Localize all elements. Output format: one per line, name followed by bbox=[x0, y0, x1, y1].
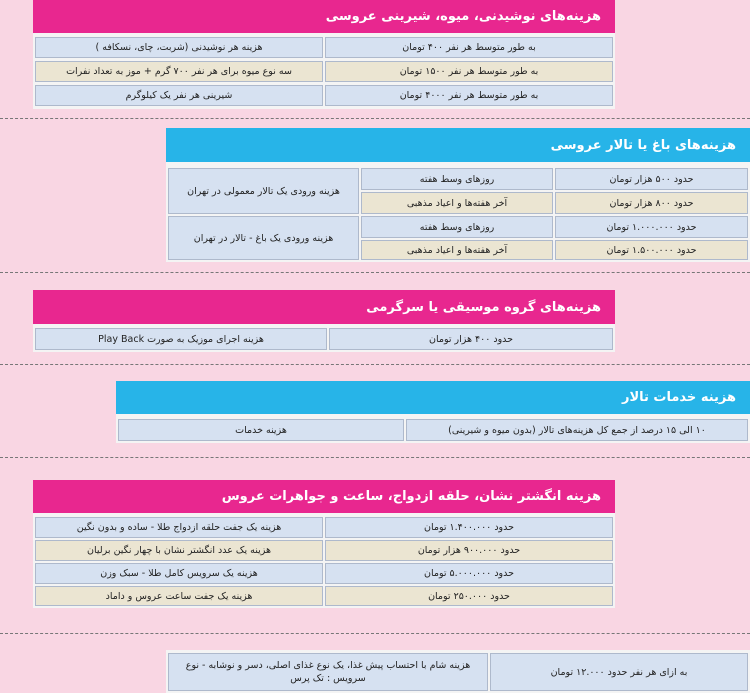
table-cell: حدود ۱.۵۰۰.۰۰۰ تومان bbox=[555, 240, 748, 260]
table-cell: آخر هفته‌ها و اعیاد مذهبی bbox=[361, 192, 553, 214]
divider bbox=[0, 364, 750, 365]
table-cell: حدود ۹۰۰.۰۰۰ هزار تومان bbox=[325, 540, 613, 561]
table-cell: حدود ۸۰۰ هزار تومان bbox=[555, 192, 748, 214]
divider bbox=[0, 633, 750, 634]
divider bbox=[0, 272, 750, 273]
table-cell: حدود ۱.۰۰۰.۰۰۰ تومان bbox=[555, 216, 748, 238]
table-cell: هزینه هر نوشیدنی (شربت، چای، نسکافه ) bbox=[35, 37, 323, 58]
divider bbox=[0, 118, 750, 119]
table-cell: به طور متوسط هر نفر ۴۰۰۰ تومان bbox=[325, 85, 613, 106]
table-cell: هزینه اجرای موزیک به صورت Play Back bbox=[35, 328, 327, 350]
table-cell: هزینه ورودی یک باغ - تالار در تهران bbox=[168, 216, 359, 260]
section-music bbox=[33, 290, 615, 352]
section-title-hall: هزینه‌های باغ یا تالار عروسی bbox=[166, 128, 750, 162]
table-cell: سه نوع میوه برای هر نفر ۷۰۰ گرم + موز به تعداد نفرات bbox=[35, 61, 323, 82]
section-title-services: هزینه خدمات تالار bbox=[116, 381, 750, 414]
table-cell: روزهای وسط هفته bbox=[361, 216, 553, 238]
section-hall-services bbox=[116, 381, 750, 443]
table-cell: روزهای وسط هفته bbox=[361, 168, 553, 190]
table-cell: به ازای هر نفر حدود ۱۲.۰۰۰ تومان bbox=[490, 653, 748, 691]
section-garden-hall bbox=[166, 128, 750, 262]
divider bbox=[0, 457, 750, 458]
table-cell: شیرینی هر نفر یک کیلوگرم bbox=[35, 85, 323, 106]
section-title-jewelry: هزینه انگشتر نشان، حلقه ازدواج، ساعت و جواهرات عروس bbox=[33, 480, 615, 513]
table-cell: ۱۰ الی ۱۵ درصد از جمع کل هزینه‌های تالار (بدون میوه و شیرینی) bbox=[406, 419, 748, 441]
table-cell: حدود ۵۰۰ هزار تومان bbox=[555, 168, 748, 190]
section-dinner bbox=[166, 650, 750, 693]
section-rings-jewelry bbox=[33, 480, 615, 608]
table-cell: به طور متوسط هر نفر ۴۰۰ تومان bbox=[325, 37, 613, 58]
table-cell: آخر هفته‌ها و اعیاد مذهبی bbox=[361, 240, 553, 260]
table-cell: هزینه یک جفت حلقه ازدواج طلا - ساده و بدون نگین bbox=[35, 517, 323, 538]
table-cell: هزینه یک عدد انگشتر نشان با چهار نگین برلیان bbox=[35, 540, 323, 561]
table-cell: حدود ۵.۰۰۰.۰۰۰ تومان bbox=[325, 563, 613, 584]
table-cell: حدود ۴۰۰ هزار تومان bbox=[329, 328, 613, 350]
table-cell: حدود ۱.۴۰۰.۰۰۰ تومان bbox=[325, 517, 613, 538]
table-cell: هزینه شام با احتساب پیش غذا، یک نوع غذای اصلی، دسر و نوشابه - نوع سرویس : تک پرس bbox=[168, 653, 488, 691]
table-cell: هزینه یک سرویس کامل طلا - سبک وزن bbox=[35, 563, 323, 584]
section-title-music: هزینه‌های گروه موسیقی یا سرگرمی bbox=[33, 290, 615, 324]
table-cell: به طور متوسط هر نفر ۱۵۰۰ تومان bbox=[325, 61, 613, 82]
table-cell: هزینه یک جفت ساعت عروس و داماد bbox=[35, 586, 323, 606]
table-cell: هزینه خدمات bbox=[118, 419, 404, 441]
section-drinks-fruit-sweets bbox=[33, 0, 615, 109]
table-cell: حدود ۲۵۰.۰۰۰ تومان bbox=[325, 586, 613, 606]
section-title-drinks: هزینه‌های نوشیدنی، میوه، شیرینی عروسی bbox=[33, 0, 615, 33]
table-cell: هزینه ورودی یک تالار معمولی در تهران bbox=[168, 168, 359, 214]
